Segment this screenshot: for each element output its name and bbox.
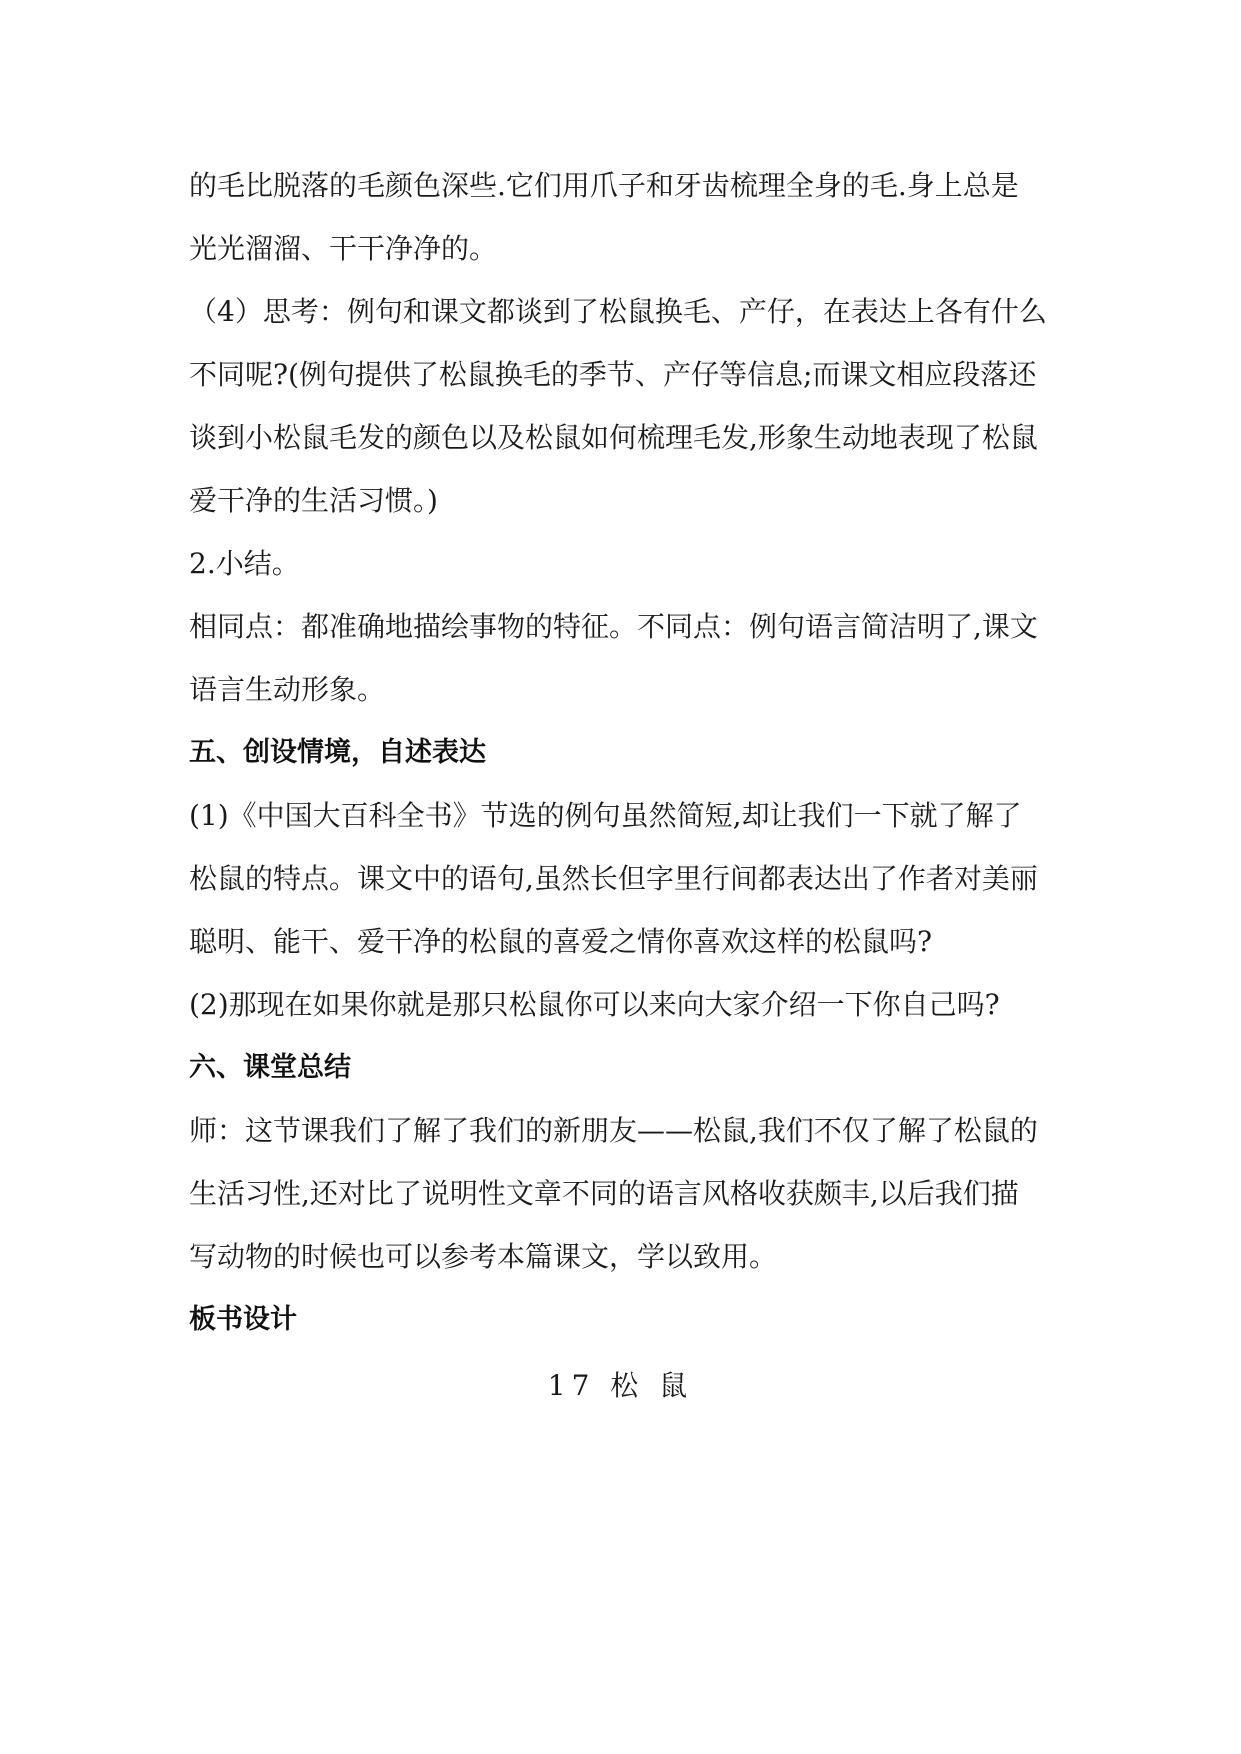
text-line: 聪明、能干、爱干净的松鼠的喜爱之情你喜欢这样的松鼠吗? — [189, 925, 933, 958]
text-line: (2)那现在如果你就是那只松鼠你可以来向大家介绍一下你自己吗? — [189, 988, 1000, 1021]
text-line: 2.小结。 — [189, 547, 300, 580]
board-design-heading: 板书设计 — [189, 1304, 297, 1335]
text-line: 生活习性,还对比了说明性文章不同的语言风格收获颇丰,以后我们描 — [189, 1177, 1019, 1210]
text-line: 谈到小松鼠毛发的颜色以及松鼠如何梳理毛发,形象生动地表现了松鼠 — [189, 421, 1038, 454]
section-heading-6: 六、课堂总结 — [189, 1052, 351, 1083]
text-line: 相同点：都准确地描绘事物的特征。不同点：例句语言简洁明了,课文 — [189, 610, 1038, 643]
text-line: 爱干净的生活习惯。) — [189, 484, 438, 517]
text-line: 松鼠的特点。课文中的语句,虽然长但字里行间都表达出了作者对美丽 — [189, 862, 1038, 895]
board-title: 17 松 鼠 — [547, 1369, 694, 1402]
text-line: (1)《中国大百科全书》节选的例句虽然简短,却让我们一下就了解了 — [189, 799, 1022, 832]
text-line: （4）思考：例句和课文都谈到了松鼠换毛、产仔，在表达上各有什么 — [189, 295, 1047, 328]
text-line: 语言生动形象。 — [189, 673, 386, 706]
text-line: 写动物的时候也可以参考本篇课文，学以致用。 — [189, 1240, 778, 1273]
section-heading-5: 五、创设情境，自述表达 — [189, 737, 486, 768]
text-line: 的毛比脱落的毛颜色深些.它们用爪子和牙齿梳理全身的毛.身上总是 — [189, 169, 1019, 202]
text-line: 光光溜溜、干干净净的。 — [189, 232, 498, 265]
text-line: 不同呢?(例句提供了松鼠换毛的季节、产仔等信息;而课文相应段落还 — [189, 358, 1037, 391]
text-line: 师：这节课我们了解了我们的新朋友——松鼠,我们不仅了解了松鼠的 — [189, 1114, 1038, 1147]
